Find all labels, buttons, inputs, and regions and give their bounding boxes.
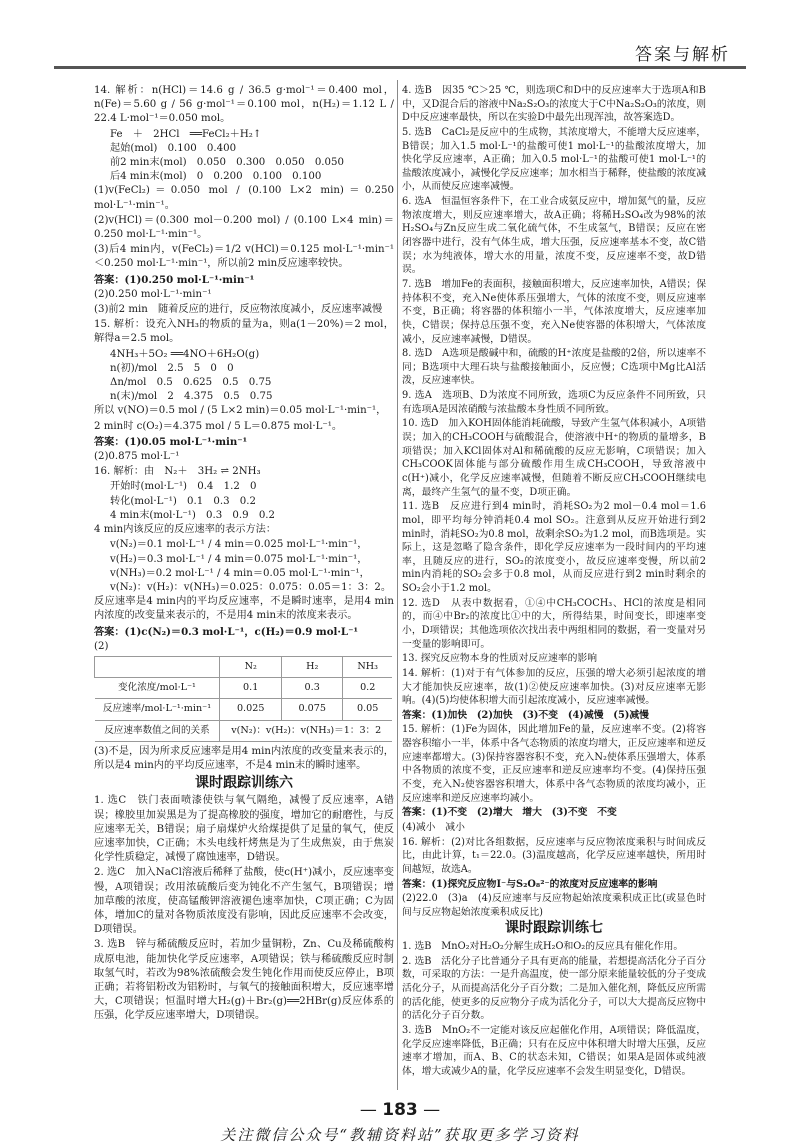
s6-item-9: 9. 选A 选项B、D为浓度不同所致，选项C为反应条件不同所致，只有选项A是因浓硝酸与浓盐酸本身性质不同所致。	[402, 390, 706, 415]
s6-item-5: 5. 选B CaCl₂是反应中的生成物，其浓度增大，不能增大反应速率，B错误；加入1.5 mol·L⁻¹的盐酸可使1 mol·L⁻¹的盐酸浓度增大，加快化学反应速率，A正确；加入0.5 mol·L⁻¹的盐酸可使1 mol·L⁻¹的盐酸浓度减小，减慢化学反应速率；加水相当于稀释，使盐酸的浓度减小，从而使反应速率减慢。	[402, 126, 706, 193]
table-row	[95, 720, 393, 741]
q15-row-initial: n(初)/mol 2.5 5 0 0	[110, 362, 234, 374]
q14-part2: (2)v(HCl)＝(0.300 mol－0.200 mol) / (0.100 L×4 min)＝0.250 mol·L⁻¹·min⁻¹。	[94, 214, 394, 241]
s6-item-12: 12. 选D 从表中数据看，①④中CH₃COCH₃、HCl的浓度是相同的，而④中Br₂的浓度比①中的大，所得结果，时间变长，即速率变小，D项错误；其他选项依次找出表中两组相同的数据，看一变量对另一变量的影响即可。	[402, 597, 706, 650]
footer-promo-text: 关注微信公众号“教辅资料站”获取更多学习资料	[220, 1126, 580, 1144]
q14-row-2min: 前2 min末(mol) 0.050 0.300 0.050 0.050	[110, 157, 344, 169]
s6-item-4: 4. 选B 因35 ℃＞25 ℃，则选项C和D中的反应速率大于选项A和B中，又D混合后的溶液中Na₂S₂O₃的浓度大于C中Na₂S₂O₃的浓度，则D中反应速率最快，所以在实验D中最先出现浑浊，故答案选D。	[402, 85, 706, 124]
q14-part3: (3)后4 min内，v(FeCl₂)＝1/2 v(HCl)＝0.125 mol·L⁻¹·min⁻¹＜0.250 mol·L⁻¹·min⁻¹，所以前2 min反应速率较快。	[94, 244, 394, 270]
s6-item-15: 15. 解析：(1)Fe为固体，因此增加Fe的量，反应速率不变。(2)将容器容积缩小一半，体系中各气态物质的浓度均增大，正反应速率和逆反应速率都增大。(3)保持容器容积不变，充入N₂使体系压强增大，体系中各物质的浓度不变，正反应速率和逆反应速率均不变。(4)保持压强不变，充入N₂使容器容积增大，体系中各气态物质的浓度均减小，正反应速率和逆反应速率均减小。	[402, 724, 706, 804]
s6-item-8: 8. 选D A选项是酸碱中和，硫酸的H⁺浓度是盐酸的2倍，所以速率不同；B选项中大理石块与盐酸接触面小，反应慢；C选项中Mg比Al活泼，反应速率快。	[402, 348, 706, 387]
table-cell: 0.3	[281, 678, 343, 699]
table-header-row	[95, 656, 393, 677]
q16-v-n2: v(N₂)＝0.1 mol·L⁻¹ / 4 min＝0.025 mol·L⁻¹·min⁻¹，	[110, 539, 368, 551]
table-header-cell: H₂	[281, 656, 343, 677]
header-rule	[54, 66, 746, 69]
s6-item-6: 6. 选A 恒温恒容条件下，在工业合成氨反应中，增加氮气的量，反应物浓度增大，则反应速率增大，故A正确；将稀H₂SO₄改为98%的浓H₂SO₄与Zn反应生成二氧化硫气体，不生成氢气，B错误；反应在密闭容器中进行，没有气体生成，增大压强，反应速率基本不变，故C错误；水为纯液体，增大水的用量，浓度不变，反应速率不变，故D错误。	[402, 196, 706, 276]
q14-part1: (1)v(FeCl₂)＝0.050 mol / (0.100 L×2 min)＝0.250 mol·L⁻¹·min⁻¹。	[94, 185, 394, 211]
s6-item-7: 7. 选B 增加Fe的表面积，接触面积增大，反应速率加快，A错误；保持体积不变，充入Ne使体系压强增大，气体的浓度不变，则反应速率不变，B正确；将容器的体积缩小一半，气体浓度增大，反应速率加快，C错误；保持总压强不变，充入Ne使容器的体积增大，气体浓度减小，反应速率减慢，D错误。	[402, 278, 706, 345]
table-cell: 0.05	[343, 699, 392, 720]
s6-item-16-answer-cont: (2)22.0 (3)a (4)反应速率与反应物起始浓度乘积成正比(或显色时间与反应物起始浓度乘积成反比)	[402, 893, 706, 918]
table-cell: 反应速率/mol·L⁻¹·min⁻¹	[95, 699, 220, 720]
page-number: — 183 —	[0, 1100, 800, 1120]
s6-item-15-answer: 答案：(1)不变 (2)增大 增大 (3)不变 不变	[402, 807, 617, 819]
s6-item-16-answer: 答案：(1)探究反应物I⁻与S₂O₈²⁻的浓度对反应速率的影响	[402, 878, 658, 890]
column-divider	[397, 80, 398, 1090]
q15-c-o2: 2 min时 c(O₂)＝4.375 mol / 5 L＝0.875 mol·L⁻¹。	[94, 420, 343, 432]
s6-item-16: 16. 解析：(2)对比各组数据，反应速率与反应物浓度乘积与时间成反比，由此计算，t₁＝22.0。(3)温度越高，化学反应速率越快，所用时间越短，故选A。	[402, 836, 706, 875]
page-header	[0, 0, 800, 68]
q15-intro: 15. 解析：设充入NH₃的物质的量为a，则a(1－20%)＝2 mol，解得a＝2.5 mol。	[94, 319, 394, 345]
q16-intro: 16. 解析：由 N₂＋ 3H₂ ⇌ 2NH₃	[94, 466, 261, 478]
s6-item-14-answer: 答案：(1)加快 (2)加快 (3)不变 (4)减慢 (5)减慢	[402, 709, 649, 721]
s6-item-14: 14. 解析：(1)对于有气体参加的反应，压强的增大必须引起浓度的增大才能加快反应速率，故(1)②使反应速率加快。(3)对反应速率无影响。(4)(5)均使体积增大而引起浓度减小，反应速率减慢。	[402, 667, 706, 707]
section-heading-6: 课时跟踪训练六	[195, 775, 293, 792]
left-column	[94, 84, 394, 1025]
table-cell: 0.2	[343, 678, 392, 699]
q15-row-final: n(末)/mol 2 4.375 0.5 0.75	[110, 391, 273, 403]
q16-row-4min: 4 min末(mol·L⁻¹) 0.3 0.9 0.2	[110, 509, 276, 521]
q15-equation: 4NH₃＋5O₂ ══4NO＋6H₂O(g)	[110, 348, 260, 360]
s7-item-3: 3. 选B MnO₂不一定能对该反应起催化作用，A项错误；降低温度，化学反应速率降低，B正确；只有在反应中体积增大时增大压强，反应速率才增加，而A、B、C的状态未知，C错误；如果A是固体或纯液体，增大或减少A的量，化学反应速率不会发生明显变化，D错误。	[402, 1024, 706, 1077]
q16-row-convert: 转化(mol·L⁻¹) 0.1 0.3 0.2	[110, 495, 257, 507]
q16-answer-1: 答案：(1)c(N₂)＝0.3 mol·L⁻¹，c(H₂)＝0.9 mol·L⁻¹	[94, 625, 358, 638]
q14-row-4min: 后4 min末(mol) 0 0.200 0.100 0.100	[110, 171, 322, 183]
s7-item-1: 1. 选B MnO₂对H₂O₂分解生成H₂O和O₂的反应具有催化作用。	[402, 941, 684, 953]
header-title: 答案与解析	[635, 45, 730, 65]
q16-part3: (3)不是，因为所求反应速率是用4 min内浓度的改变量来表示的，所以是4 min内的平均反应速率，不是4 min末的瞬时速率。	[94, 745, 394, 771]
table-row	[95, 678, 393, 699]
q16-v-nh3: v(NH₃)＝0.2 mol·L⁻¹ / 4 min＝0.05 mol·L⁻¹·min⁻¹，	[110, 567, 370, 579]
s6-item-3: 3. 选B 锌与稀硫酸反应时，若加少量铜粉，Zn、Cu及稀硫酸构成原电池，能加快化学反应速率，A项错误；铁与稀硫酸反应时制取氢气时，若改为98%浓硫酸会发生钝化作用而使反应停止，B项正确；若将铝粉改为铝粉时，与氧气的接触面积增大，反应速率增大，C项错误；恒温时增大H₂(g)＋Br₂(g)══2HBr(g)反应体系的压强，化学反应速率增大，D项错误。	[94, 939, 394, 1022]
table-header-cell	[95, 656, 220, 677]
s6-item-15-answer-cont: (4)减小 减小	[402, 821, 465, 833]
q16-answer-2-label: (2)	[94, 640, 109, 652]
table-row	[95, 699, 393, 720]
q16-row-start: 开始时(mol·L⁻¹) 0.4 1.2 0	[110, 481, 257, 493]
q15-v-no: 所以 v(NO)＝0.5 mol / (5 L×2 min)＝0.05 mol·L⁻¹·min⁻¹，	[94, 405, 387, 417]
table-cell: 0.025	[220, 699, 282, 720]
q14-intro: 14. 解析：n(HCl)＝14.6 g / 36.5 g·mol⁻¹＝0.400 mol，n(Fe)＝5.60 g / 56 g·mol⁻¹＝0.100 mol，n(H₂)＝1.12 L / 22.4 L·mol⁻¹＝0.050 mol。	[94, 85, 394, 125]
s6-item-2: 2. 选C 加入NaCl溶液后稀释了盐酸，使c(H⁺)减小，反应速率变慢，A项错误；改用浓硫酸后变为钝化不产生氢气，B项错误；增加草酸的浓度，使高锰酸钾溶液褪色速率加快，C项正确；C为固体，增加C的量对各物质浓度没有影响，因此反应速率不会改变，D项错误。	[94, 867, 394, 936]
table-cell: 0.1	[220, 678, 282, 699]
q16-v-h2: v(H₂)＝0.3 mol·L⁻¹ / 4 min＝0.075 mol·L⁻¹·min⁻¹，	[110, 553, 368, 565]
q15-row-delta: Δn/mol 0.5 0.625 0.5 0.75	[110, 377, 272, 389]
table-cell: 变化浓度/mol·L⁻¹	[95, 678, 220, 699]
table-cell: v(N₂)：v(H₂)：v(NH₃)＝1：3：2	[220, 720, 392, 741]
s6-item-1: 1. 选C 铁门表面喷漆使铁与氧气隔绝，减慢了反应速率，A错误；橡胶里加炭黑是为了提高橡胶的强度，增加它的耐磨性，与反应速率无关，B错误；扇子扇煤炉火给煤提供了足量的氧气，使反应速率加快，C正确；木头电线杆烤焦是为了生成焦炭，由于焦炭化学性质稳定，减慢了腐蚀速率，D错误。	[94, 795, 394, 864]
table-header-cell: N₂	[220, 656, 282, 677]
section-heading-7: 课时跟踪训练七	[505, 920, 603, 937]
q14-answer-3: (3)前2 min 随着反应的进行，反应物浓度减小，反应速率减慢	[94, 304, 383, 316]
rate-table	[94, 656, 392, 742]
s6-item-10: 10. 选D 加入KOH固体能消耗硫酸，导致产生氢气体积减小，A项错误；加入的CH₃COOH与硫酸混合，使溶液中H⁺的物质的量增多，B项错误；加入KCl固体对Al和稀硫酸的反应无影响，C项错误；加入CH₃COOK固体能与部分硫酸作用生成CH₃COOH，导致溶液中c(H⁺)减小，化学反应速率减慢，但随着不断反应CH₃COOH继续电离，最终产生氢气的量不变，D项正确。	[402, 418, 706, 498]
q16-method: 4 min内该反应的反应速率的表示方法：	[94, 524, 277, 536]
table-header-cell: NH₃	[343, 656, 392, 677]
q14-answer-2: (2)0.250 mol·L⁻¹·min⁻¹	[94, 288, 212, 300]
q14-equation: Fe ＋ 2HCl ══FeCl₂＋H₂↑	[110, 128, 262, 140]
q15-answer-2: (2)0.875 mol·L⁻¹	[94, 451, 180, 463]
table-cell: 0.075	[281, 699, 343, 720]
table-cell: 反应速率数值之间的关系	[95, 720, 220, 741]
s6-item-11: 11. 选B 反应进行到4 min时，消耗SO₂为2 mol－0.4 mol＝1.6 mol，即平均每分钟消耗0.4 mol SO₂。注意到从反应开始进行到2 min时，消耗SO₂为0.8 mol，故剩余SO₂为1.2 mol，而B选项是。实际上，这是忽略了隐含条件，即化学反应速率为一段时间内的平均速率，且随反应的进行，SO₂的浓度变小，故反应速率变慢，所以前2 min内消耗的SO₂会多于0.8 mol，从而反应进行到2 min时剩余的SO₂会小于1.2 mol。	[402, 501, 706, 595]
right-column	[402, 84, 706, 1079]
q15-answer-1: 答案：(1)0.05 mol·L⁻¹·min⁻¹	[94, 435, 248, 448]
q16-note: 反应速率是4 min内的平均反应速率，不是瞬时速率，是用4 min内浓度的改变量来表示的，不是用4 min末的浓度来表示。	[94, 596, 394, 622]
s7-item-2: 2. 选B 活化分子比普通分子具有更高的能量，若想提高活化分子百分数，可采取的方法：一是升高温度，使一部分原来能量较低的分子变成活化分子，从而提高活化分子百分数；二是加入催化剂，降低反应所需的活化能，使更多的反应物分子成为活化分子，可以大大提高反应物中的活化分子百分数。	[402, 955, 706, 1022]
q16-ratio: v(N₂)：v(H₂)：v(NH₃)＝0.025：0.075：0.05＝1：3：2。	[110, 581, 392, 593]
s6-item-13: 13. 探究反应物本身的性质对反应速率的影响	[402, 653, 598, 665]
q14-answer-1: 答案：(1)0.250 mol·L⁻¹·min⁻¹	[94, 273, 255, 286]
q14-row-start: 起始(mol) 0.100 0.400	[110, 142, 237, 154]
